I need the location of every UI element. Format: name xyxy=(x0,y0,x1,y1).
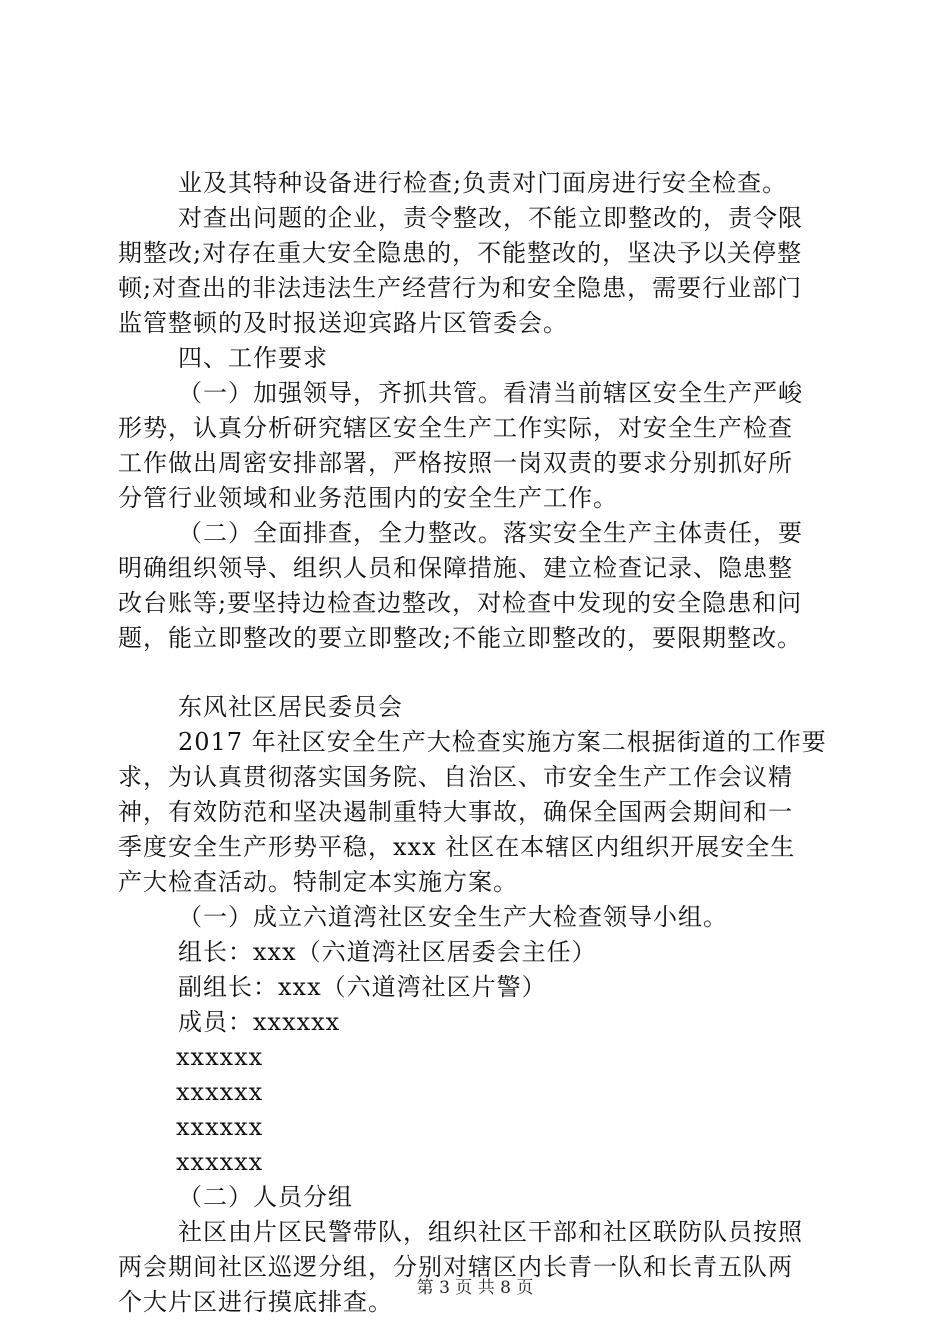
text-line: 工作做出周密安排部署，严格按照一岗双责的要求分别抓好所 xyxy=(118,449,793,477)
text-line: 2017 年社区安全生产大检查实施方案二根据街道的工作要 xyxy=(178,728,827,756)
text-line: 顿;对查出的非法违法生产经营行为和安全隐患，需要行业部门 xyxy=(118,274,803,302)
text-line: 神，有效防范和坚决遏制重特大事故，确保全国两会期间和一 xyxy=(118,798,793,826)
text-line: （一）成立六道湾社区安全生产大检查领导小组。 xyxy=(178,903,728,931)
text-line: （二）人员分组 xyxy=(178,1183,353,1211)
text-line: 对查出问题的企业，责令整改，不能立即整改的，责令限 xyxy=(178,204,803,232)
text-line: 成员：xxxxxx xyxy=(178,1008,341,1036)
text-line: 监管整顿的及时报送迎宾路片区管委会。 xyxy=(118,309,568,337)
text-line: 副组长：xxx（六道湾社区片警） xyxy=(178,973,547,1001)
text-line: 明确组织领导、组织人员和保障措施、建立检查记录、隐患整 xyxy=(118,554,793,582)
page-footer: 第 3 页 共 8 页 xyxy=(416,1278,534,1298)
text-line: 社区由片区民警带队，组织社区干部和社区联防队员按照 xyxy=(178,1218,803,1246)
text-line: 两会期间社区巡逻分组，分别对辖区内长青一队和长青五队两 xyxy=(118,1253,793,1281)
member-line: xxxxxx xyxy=(176,1043,264,1071)
text-line: 求，为认真贯彻落实国务院、自治区、市安全生产工作会议精 xyxy=(118,763,793,791)
section-heading: 四、工作要求 xyxy=(178,344,328,372)
text-line: 产大检查活动。特制定本实施方案。 xyxy=(118,868,518,896)
text-line: （二）全面排查，全力整改。落实安全生产主体责任，要 xyxy=(178,519,803,547)
text-line: 期整改;对存在重大安全隐患的，不能整改的，坚决予以关停整 xyxy=(118,239,803,267)
text-line: 个大片区进行摸底排查。 xyxy=(118,1288,393,1316)
member-line: xxxxxx xyxy=(176,1148,264,1176)
text-line: 形势，认真分析研究辖区安全生产工作实际，对安全生产检查 xyxy=(118,414,793,442)
text-line: 季度安全生产形势平稳，xxx 社区在本辖区内组织开展安全生 xyxy=(118,833,796,861)
text-line: 业及其特种设备进行检查;负责对门面房进行安全检查。 xyxy=(178,169,788,197)
member-line: xxxxxx xyxy=(176,1113,264,1141)
text-line: 分管行业领域和业务范围内的安全生产工作。 xyxy=(118,484,618,512)
text-line: 改台账等;要坚持边检查边整改，对检查中发现的安全隐患和问 xyxy=(118,589,803,617)
organization-name: 东风社区居民委员会 xyxy=(178,693,403,721)
text-line: （一）加强领导，齐抓共管。看清当前辖区安全生产严峻 xyxy=(178,379,803,407)
text-line: 题，能立即整改的要立即整改;不能立即整改的，要限期整改。 xyxy=(118,624,803,652)
text-line: 组长：xxx（六道湾社区居委会主任） xyxy=(178,938,597,966)
member-line: xxxxxx xyxy=(176,1078,264,1106)
document-body xyxy=(118,166,838,1320)
